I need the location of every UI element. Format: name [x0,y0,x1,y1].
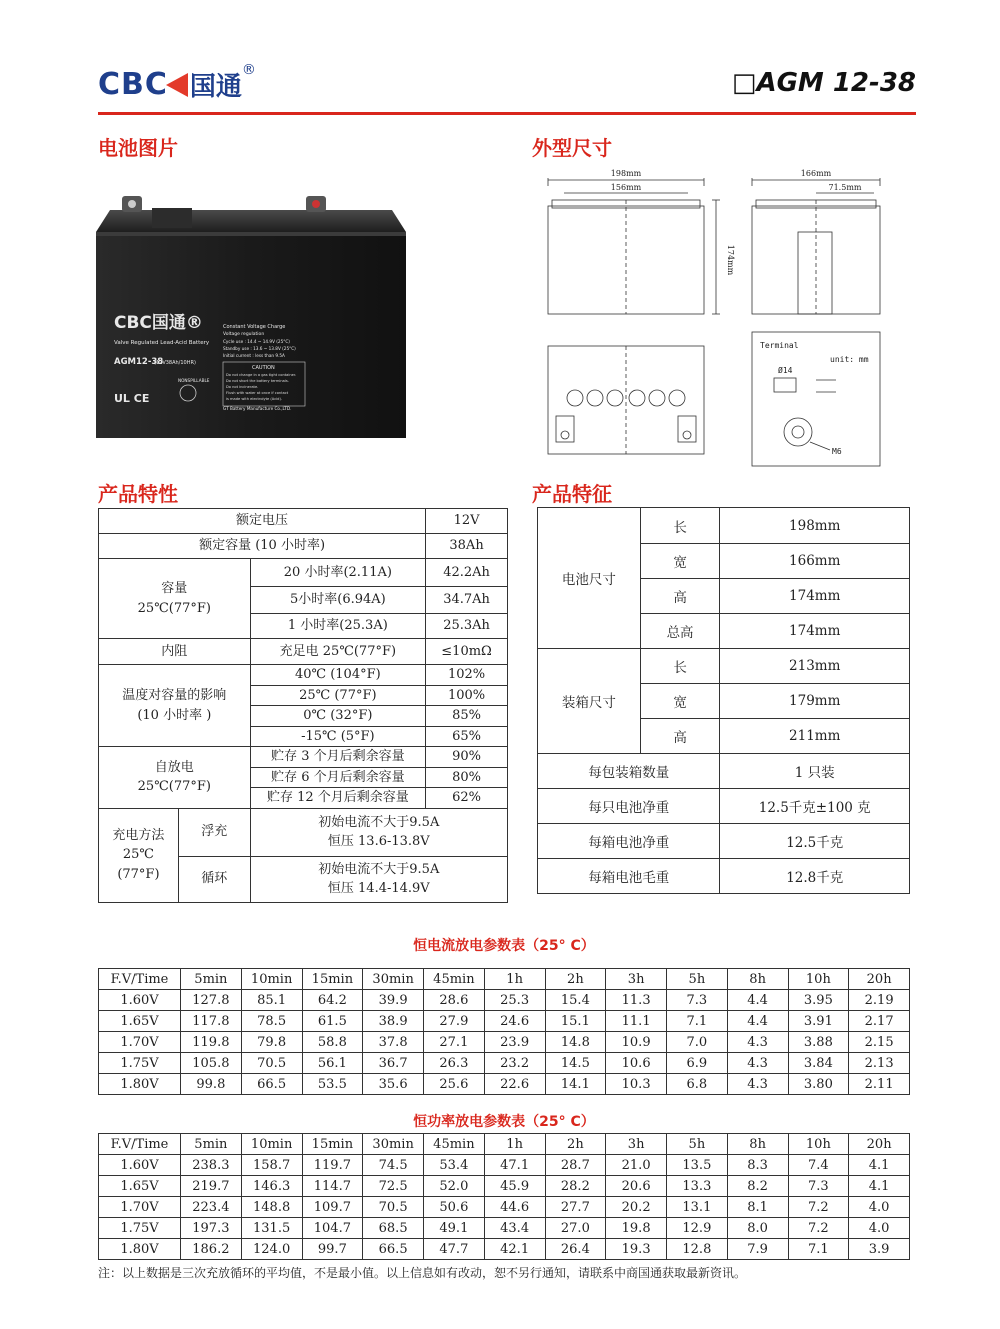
table-row [99,747,508,768]
dim-value: 211mm [720,719,910,754]
table-row [99,1032,910,1053]
battery-dims-label: 电池尺寸 [538,508,641,649]
value-cell: 23.2 [484,1053,545,1074]
capacity-rate: 20 小时率(2.11A) [250,559,426,587]
resistance-value: ≤10mΩ [426,639,508,665]
value-cell: 10.9 [606,1032,667,1053]
dim-value: 174mm [720,579,910,614]
value-cell: 197.3 [181,1218,242,1239]
value-cell: 21.0 [606,1155,667,1176]
column-header: 20h [849,969,910,990]
value-cell: 64.2 [302,990,363,1011]
column-header: 3h [606,969,667,990]
column-header: 5h [667,1134,728,1155]
value-cell: 47.1 [484,1155,545,1176]
value-cell: 10.3 [606,1074,667,1095]
value-cell: 3.84 [788,1053,849,1074]
feature-value: 12V [426,509,508,534]
table-row [538,508,910,544]
table-row [538,754,910,789]
value-cell: 56.1 [302,1053,363,1074]
value-cell: 3.9 [849,1239,910,1260]
dim-value: 166mm [720,544,910,579]
column-header: 45min [424,1134,485,1155]
value-cell: 105.8 [181,1053,242,1074]
value-cell: 7.2 [788,1218,849,1239]
spec-value: 12.5千克±100 克 [720,789,910,824]
value-cell: 28.2 [545,1176,606,1197]
table-header-row [99,1134,910,1155]
value-cell: 4.3 [727,1032,788,1053]
voltage-cell: 1.80V [99,1239,181,1260]
value-cell: 148.8 [241,1197,302,1218]
characteristics-table [537,507,910,894]
battery-standby: Standby use : 13.6 ~ 13.8V (25°C) [223,346,296,351]
value-cell: 6.8 [667,1074,728,1095]
value-cell: 28.6 [424,990,485,1011]
table-row [99,1074,910,1095]
table-row [99,1197,910,1218]
column-header: 5min [181,969,242,990]
column-header: 2h [545,1134,606,1155]
value-cell: 7.0 [667,1032,728,1053]
value-cell: 8.2 [727,1176,788,1197]
value-cell: 6.9 [667,1053,728,1074]
table-row [99,1239,910,1260]
column-header: 30min [363,969,424,990]
value-cell: 50.6 [424,1197,485,1218]
battery-charge-sub: Voltage regulation [223,332,265,337]
value-cell: 104.7 [302,1218,363,1239]
table-row [99,534,508,559]
charge-method-label: 充电方法 25℃ (77°F) [99,808,179,902]
column-header: F.V/Time [99,969,181,990]
dim-name: 长 [640,649,720,684]
value-cell: 7.9 [727,1239,788,1260]
value-cell: 27.9 [424,1011,485,1032]
caution-line: Do not incinerate. [226,385,259,389]
dim-length-inner: 156mm [610,183,642,192]
section-title-photo: 电池图片 [98,136,178,160]
value-cell: 124.0 [241,1239,302,1260]
self-discharge-cond: 贮存 3 个月后剩余容量 [250,747,426,768]
battery-subtitle: Valve Regulated Lead-Acid Battery [114,340,210,346]
value-cell: 99.7 [302,1239,363,1260]
temperature-cond: 0℃ (32°F) [250,706,426,727]
column-header: 3h [606,1134,667,1155]
value-cell: 37.8 [363,1032,424,1053]
value-cell: 27.7 [545,1197,606,1218]
voltage-cell: 1.80V [99,1074,181,1095]
value-cell: 47.7 [424,1239,485,1260]
battery-initial: Initial current : less than 9.5A [223,353,285,358]
caution-line: Do not short the battery terminals. [226,379,289,383]
value-cell: 2.19 [849,990,910,1011]
table-row [538,859,910,894]
table-row [99,1053,910,1074]
temperature-value: 65% [426,726,508,747]
value-cell: 4.0 [849,1197,910,1218]
value-cell: 72.5 [363,1176,424,1197]
value-cell: 27.0 [545,1218,606,1239]
table-header-row [99,969,910,990]
dim-name: 宽 [640,544,720,579]
value-cell: 13.3 [667,1176,728,1197]
battery-charge-title: Constant Voltage Charge [223,324,286,330]
value-cell: 79.8 [241,1032,302,1053]
self-discharge-label: 自放电 25℃(77°F) [99,747,251,809]
value-cell: 7.2 [788,1197,849,1218]
column-header: 15min [302,969,363,990]
table-row [99,1176,910,1197]
column-header: 10min [241,1134,302,1155]
value-cell: 22.6 [484,1074,545,1095]
section-title-features: 产品特性 [98,482,178,506]
value-cell: 66.5 [241,1074,302,1095]
battery-maker: GT Battery Manufacture Co.,LTD. [223,406,292,411]
value-cell: 4.3 [727,1074,788,1095]
value-cell: 4.1 [849,1155,910,1176]
value-cell: 20.2 [606,1197,667,1218]
column-header: 20h [849,1134,910,1155]
value-cell: 28.7 [545,1155,606,1176]
value-cell: 7.1 [667,1011,728,1032]
voltage-cell: 1.70V [99,1032,181,1053]
self-discharge-value: 90% [426,747,508,768]
dimension-drawings [540,160,900,470]
resistance-label: 内阻 [99,639,251,665]
terminal-bolt-icon [784,418,812,446]
value-cell: 20.6 [606,1176,667,1197]
battery-marks: UL CE [114,392,150,405]
section-title-dimensions: 外型尺寸 [532,136,612,160]
value-cell: 4.4 [727,1011,788,1032]
temperature-cond: 25℃ (77°F) [250,685,426,706]
spec-name: 每箱电池净重 [538,824,720,859]
spec-name: 每箱电池毛重 [538,859,720,894]
value-cell: 8.1 [727,1197,788,1218]
value-cell: 2.11 [849,1074,910,1095]
value-cell: 24.6 [484,1011,545,1032]
logo-chinese: 国通 [189,72,242,102]
value-cell: 58.8 [302,1032,363,1053]
battery-model: AGM12-38 [114,357,164,367]
value-cell: 42.1 [484,1239,545,1260]
model-name: □AGM 12-38 [731,68,916,98]
capacity-rate: 5小时率(6.94A) [250,587,426,614]
section-title-characteristics: 产品特征 [532,482,612,506]
battery-brand: CBC国通® [114,313,203,333]
value-cell: 2.17 [849,1011,910,1032]
battery-model-spec: (12V38Ah/10HR) [154,360,196,366]
table-row [99,1218,910,1239]
value-cell: 4.4 [727,990,788,1011]
value-cell: 7.3 [667,990,728,1011]
dim-width-total: 166mm [800,169,832,178]
value-cell: 131.5 [241,1218,302,1239]
value-cell: 70.5 [363,1197,424,1218]
dim-name: 总高 [640,614,720,649]
column-header: 10min [241,969,302,990]
table-row [538,789,910,824]
temperature-cond: -15℃ (5°F) [250,726,426,747]
value-cell: 25.3 [484,990,545,1011]
dim-length-total: 198mm [610,169,642,178]
spec-value: 12.8千克 [720,859,910,894]
value-cell: 11.3 [606,990,667,1011]
temperature-cond: 40℃ (104°F) [250,665,426,686]
value-cell: 78.5 [241,1011,302,1032]
value-cell: 43.4 [484,1218,545,1239]
capacity-value: 25.3Ah [426,614,508,639]
caution-line: Do not change in a gas tight container. [226,373,297,377]
column-header: 1h [484,969,545,990]
self-discharge-cond: 贮存 12 个月后剩余容量 [250,788,426,809]
dim-name: 宽 [640,684,720,719]
value-cell: 7.4 [788,1155,849,1176]
table-row [99,559,508,587]
dim-width-inner: 71.5mm [828,183,862,192]
value-cell: 7.3 [788,1176,849,1197]
value-cell: 7.1 [788,1239,849,1260]
value-cell: 36.7 [363,1053,424,1074]
spec-name: 每只电池净重 [538,789,720,824]
value-cell: 109.7 [302,1197,363,1218]
value-cell: 99.8 [181,1074,242,1095]
value-cell: 4.1 [849,1176,910,1197]
dim-value: 174mm [720,614,910,649]
value-cell: 11.1 [606,1011,667,1032]
value-cell: 74.5 [363,1155,424,1176]
value-cell: 8.3 [727,1155,788,1176]
table-row [99,639,508,665]
value-cell: 53.4 [424,1155,485,1176]
column-header: 10h [788,969,849,990]
self-discharge-value: 62% [426,788,508,809]
battery-caution: CAUTION [252,365,275,371]
footnote: 注：以上数据是三次充放循环的平均值，不是最小值。以上信息如有改动，恕不另行通知，请联系中商国通获取最新资讯。 [98,1266,747,1280]
column-header: 1h [484,1134,545,1155]
value-cell: 2.13 [849,1053,910,1074]
table-row [99,509,508,534]
value-cell: 10.6 [606,1053,667,1074]
value-cell: 52.0 [424,1176,485,1197]
box-dims-label: 装箱尺寸 [538,649,641,754]
table-row [99,1155,910,1176]
table-row [99,990,910,1011]
logo-latin: CBC [98,67,168,102]
value-cell: 13.1 [667,1197,728,1218]
terminal-diameter: Ø14 [778,366,793,375]
column-header: 10h [788,1134,849,1155]
voltage-cell: 1.75V [99,1218,181,1239]
value-cell: 238.3 [181,1155,242,1176]
dim-value: 198mm [720,508,910,544]
value-cell: 35.6 [363,1074,424,1095]
terminal-unit: unit: mm [830,355,869,364]
dim-value: 213mm [720,649,910,684]
value-cell: 4.3 [727,1053,788,1074]
terminal-detail-box [752,332,880,466]
table-row [538,649,910,684]
value-cell: 8.0 [727,1218,788,1239]
self-discharge-cond: 贮存 6 个月后剩余容量 [250,767,426,788]
capacity-label: 容量 25℃(77°F) [99,559,251,639]
value-cell: 119.8 [181,1032,242,1053]
float-label: 浮充 [178,808,250,856]
value-cell: 44.6 [484,1197,545,1218]
cbc-logo [98,62,256,103]
features-table [98,508,508,903]
page-header [98,60,916,110]
table-row [538,824,910,859]
value-cell: 85.1 [241,990,302,1011]
value-cell: 45.9 [484,1176,545,1197]
value-cell: 61.5 [302,1011,363,1032]
column-header: 30min [363,1134,424,1155]
table-row [99,665,508,686]
dim-name: 高 [640,719,720,754]
value-cell: 117.8 [181,1011,242,1032]
value-cell: 146.3 [241,1176,302,1197]
self-discharge-value: 80% [426,767,508,788]
battery-lid [96,210,406,232]
temperature-value: 100% [426,685,508,706]
constant-current-title: 恒电流放电参数表（25° C） [413,938,595,954]
value-cell: 38.9 [363,1011,424,1032]
column-header: 45min [424,969,485,990]
terminal-title: Terminal [760,341,799,350]
value-cell: 70.5 [241,1053,302,1074]
feature-label: 额定电压 [99,509,426,534]
voltage-cell: 1.65V [99,1176,181,1197]
value-cell: 12.8 [667,1239,728,1260]
value-cell: 15.4 [545,990,606,1011]
spec-value: 12.5千克 [720,824,910,859]
value-cell: 23.9 [484,1032,545,1053]
voltage-cell: 1.70V [99,1197,181,1218]
value-cell: 25.6 [424,1074,485,1095]
value-cell: 3.91 [788,1011,849,1032]
dim-value: 179mm [720,684,910,719]
capacity-value: 42.2Ah [426,559,508,587]
value-cell: 19.3 [606,1239,667,1260]
battery-cycle: Cycle use : 14.4 ~ 14.9V (25°C) [223,339,290,344]
spec-value: 1 只装 [720,754,910,789]
value-cell: 13.5 [667,1155,728,1176]
value-cell: 127.8 [181,990,242,1011]
caution-line: is made with electrolyte (Acid). [226,397,283,401]
feature-label: 额定容量 (10 小时率) [99,534,426,559]
spec-name: 每包装箱数量 [538,754,720,789]
battery-nonspill: NONSPILLABLE [178,378,210,383]
capacity-rate: 1 小时率(25.3A) [250,614,426,639]
capacity-value: 34.7Ah [426,587,508,614]
temperature-value: 85% [426,706,508,727]
value-cell: 14.1 [545,1074,606,1095]
column-header: 2h [545,969,606,990]
value-cell: 14.5 [545,1053,606,1074]
header-divider [98,112,916,115]
battery-photo [92,190,414,438]
value-cell: 14.8 [545,1032,606,1053]
logo-triangle-icon [166,73,188,97]
column-header: 8h [727,1134,788,1155]
value-cell: 223.4 [181,1197,242,1218]
value-cell: 26.4 [545,1239,606,1260]
feature-value: 38Ah [426,534,508,559]
column-header: 5min [181,1134,242,1155]
value-cell: 68.5 [363,1218,424,1239]
caution-line: Flush with water at once if contact [226,391,289,395]
value-cell: 66.5 [363,1239,424,1260]
value-cell: 119.7 [302,1155,363,1176]
value-cell: 4.0 [849,1218,910,1239]
temperature-label: 温度对容量的影响 (10 小时率 ) [99,665,251,747]
value-cell: 114.7 [302,1176,363,1197]
value-cell: 219.7 [181,1176,242,1197]
value-cell: 158.7 [241,1155,302,1176]
table-row [99,808,508,856]
value-cell: 3.80 [788,1074,849,1095]
voltage-cell: 1.75V [99,1053,181,1074]
column-header: 8h [727,969,788,990]
terminal-bolt: M6 [832,447,842,456]
column-header: 15min [302,1134,363,1155]
value-cell: 53.5 [302,1074,363,1095]
value-cell: 186.2 [181,1239,242,1260]
table-row [99,1011,910,1032]
voltage-cell: 1.60V [99,1155,181,1176]
constant-power-table [98,1133,910,1260]
value-cell: 12.9 [667,1218,728,1239]
column-header: F.V/Time [99,1134,181,1155]
value-cell: 49.1 [424,1218,485,1239]
value-cell: 19.8 [606,1218,667,1239]
value-cell: 15.1 [545,1011,606,1032]
value-cell: 39.9 [363,990,424,1011]
value-cell: 27.1 [424,1032,485,1053]
registered-mark: ® [241,62,256,78]
dim-name: 长 [640,508,720,544]
voltage-cell: 1.65V [99,1011,181,1032]
temperature-value: 102% [426,665,508,686]
column-header: 5h [667,969,728,990]
resistance-cond: 充足电 25℃(77°F) [250,639,426,665]
cycle-label: 循环 [178,856,250,902]
float-spec: 初始电流不大于9.5A 恒压 13.6-13.8V [250,808,507,856]
constant-power-title: 恒功率放电参数表（25° C） [413,1114,595,1130]
value-cell: 2.15 [849,1032,910,1053]
cycle-spec: 初始电流不大于9.5A 恒压 14.4-14.9V [250,856,507,902]
constant-current-table [98,968,910,1095]
value-cell: 3.95 [788,990,849,1011]
value-cell: 3.88 [788,1032,849,1053]
dim-name: 高 [640,579,720,614]
voltage-cell: 1.60V [99,990,181,1011]
value-cell: 26.3 [424,1053,485,1074]
dim-height: 174mm [726,244,735,276]
